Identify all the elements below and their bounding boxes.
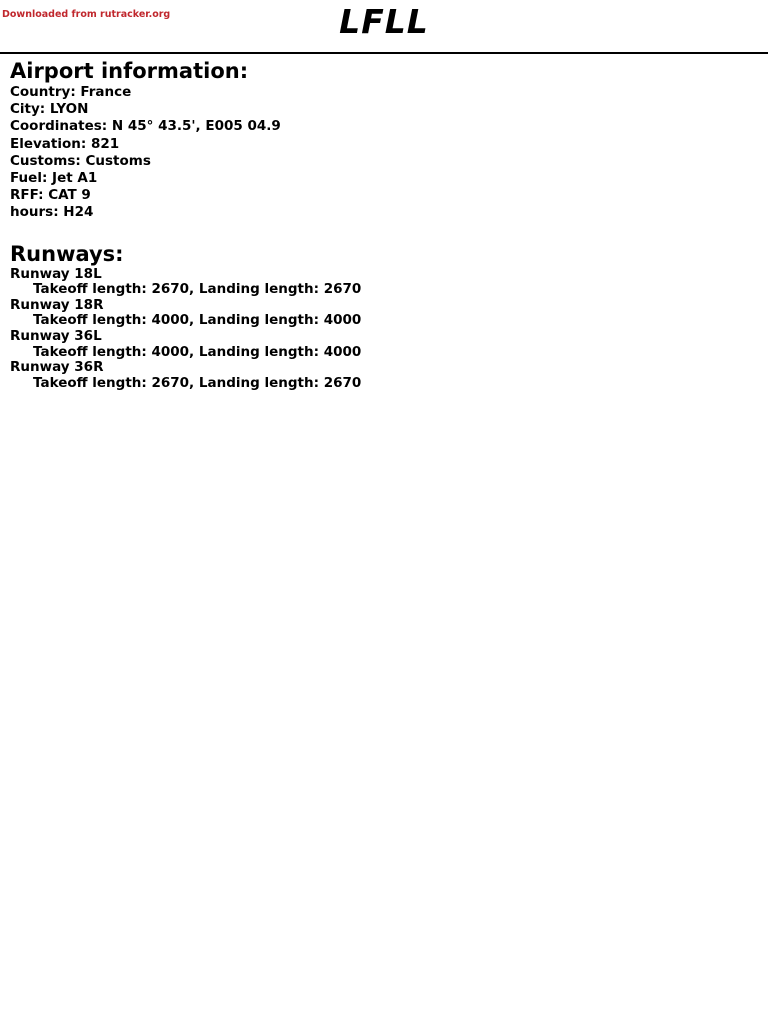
info-fuel: Fuel: Jet A1 [10, 170, 98, 187]
runway-item [10, 267, 750, 298]
runway-name: Runway 18L [10, 265, 102, 282]
runway-lengths: Takeoff length: 4000, Landing length: 4000 [33, 312, 362, 329]
runway-item [10, 360, 750, 391]
runway-name: Runway 36L [10, 328, 102, 344]
info-rff: RFF: CAT 9 [10, 187, 91, 204]
info-customs: Customs: Customs [10, 152, 151, 169]
info-hours: hours: H24 [10, 204, 94, 221]
runway-lengths: Takeoff length: 4000, Landing length: 4000 [33, 343, 362, 360]
runway-name: Runway 36R [10, 359, 104, 376]
info-country: Country: France [10, 84, 132, 100]
header-divider [0, 52, 768, 54]
airport-code-title: LFLL [339, 2, 429, 41]
info-city: City: LYON [10, 101, 89, 118]
runways-heading: Runways: [10, 241, 124, 266]
runways-list [10, 267, 750, 392]
airport-info-heading: Airport information: [10, 59, 249, 83]
runway-item [10, 298, 750, 329]
info-coordinates: Coordinates: N 45° 43.5', E005 04.9 [10, 118, 281, 135]
runway-name: Runway 18R [10, 296, 104, 313]
page-content [10, 58, 750, 391]
watermark-text: Downloaded from rutracker.org [2, 9, 171, 20]
airport-info-list [10, 84, 750, 222]
runway-lengths: Takeoff length: 2670, Landing length: 2670 [33, 281, 362, 298]
runway-item [10, 329, 750, 360]
runway-lengths: Takeoff length: 2670, Landing length: 2670 [33, 374, 362, 391]
info-elevation: Elevation: 821 [10, 135, 120, 152]
